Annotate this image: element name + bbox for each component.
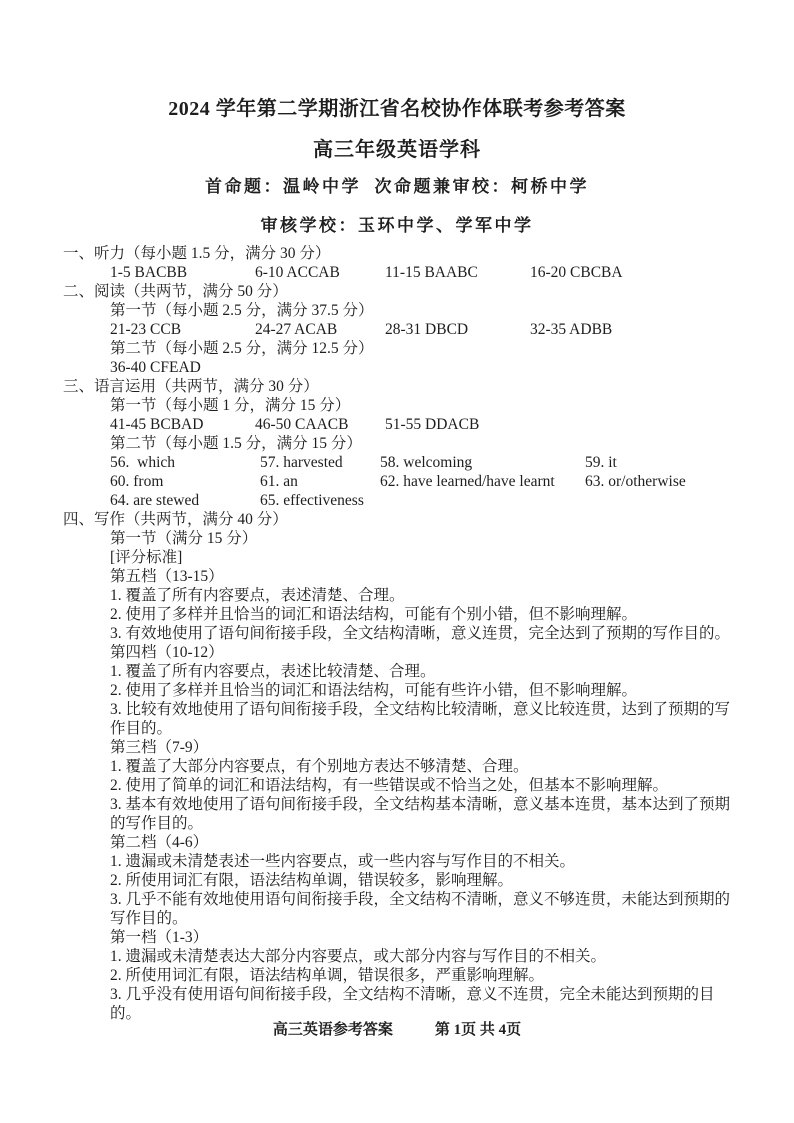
document-subtitle: 高三年级英语学科 xyxy=(313,139,481,161)
answer-row-fill-blanks-2 xyxy=(110,472,736,491)
answer-cell: 24-27 ACAB xyxy=(255,321,338,338)
answer-cell: 16-20 CBCBA xyxy=(530,264,623,281)
band-criterion: 3. 比较有效地使用了语句间衔接手段，全文结构比较清晰，意义比较连贯，达到了预期的写作目的。 xyxy=(110,701,731,737)
answer-cell: 36-40 CFEAD xyxy=(110,359,201,376)
answer-cell: 41-45 BCBAD xyxy=(110,416,204,433)
band-criterion: 2. 使用了多样并且恰当的词汇和语法结构，可能有个别小错，但不影响理解。 xyxy=(110,606,638,623)
band-criterion: 2. 所使用词汇有限，语法结构单调，错误较多，影响理解。 xyxy=(110,872,514,889)
reading-part2-heading: 第二节（每小题 2.5 分，满分 12.5 分） xyxy=(110,340,374,357)
section-heading-listening: 一、听力（每小题 1.5 分，满分 30 分） xyxy=(63,245,331,262)
band-criterion: 1. 覆盖了所有内容要点，表述清楚、合理。 xyxy=(110,587,405,604)
answer-cell: 56. which xyxy=(110,454,176,471)
page-footer xyxy=(0,1020,794,1040)
rubric-band-5 xyxy=(63,567,736,643)
answer-cell: 57. harvested xyxy=(260,454,343,471)
band-criterion: 1. 覆盖了大部分内容要点，有个别地方表达不够清楚、合理。 xyxy=(110,758,529,775)
footer-document-label: 高三英语参考答案 xyxy=(272,1022,393,1038)
section-heading-writing: 四、写作（共两节，满分 40 分） xyxy=(63,511,288,528)
answer-cell: 11-15 BAABC xyxy=(385,264,478,281)
answer-cell: 46-50 CAACB xyxy=(255,416,349,433)
answer-row-listening xyxy=(110,263,736,282)
answer-row-reading-part1 xyxy=(110,320,736,339)
document-body xyxy=(0,244,794,1023)
reading-part1-heading: 第一节（每小题 2.5 分，满分 37.5 分） xyxy=(110,302,374,319)
band-criterion: 2. 使用了多样并且恰当的词汇和语法结构，可能有些许小错，但不影响理解。 xyxy=(110,682,638,699)
answer-cell: 28-31 DBCD xyxy=(385,321,469,338)
answer-row-language-part1 xyxy=(110,415,736,434)
answer-cell: 62. have learned/have learnt xyxy=(380,473,555,490)
band-criterion: 3. 几乎没有使用语句间衔接手段，全文结构不清晰，意义不连贯，完全未能达到预期的目的。 xyxy=(110,986,715,1022)
answer-cell: 63. or/otherwise xyxy=(585,473,686,490)
footer-page-number: 第 1页 共 4页 xyxy=(434,1022,522,1038)
answer-cell: 64. are stewed xyxy=(110,492,200,509)
band-heading: 第五档（13-15） xyxy=(110,568,224,585)
reviewer-schools-line: 审核学校：玉环中学、学军中学 xyxy=(260,216,534,235)
answer-cell: 21-23 CCB xyxy=(110,321,182,338)
answer-row-fill-blanks-1 xyxy=(110,453,736,472)
band-heading: 第三档（7-9） xyxy=(110,739,209,756)
section-heading-reading: 二、阅读（共两节，满分 50 分） xyxy=(63,283,288,300)
answer-cell: 6-10 ACCAB xyxy=(255,264,340,281)
language-use-part2-heading: 第二节（每小题 1.5 分，满分 15 分） xyxy=(110,435,362,452)
answer-cell: 32-35 ADBB xyxy=(530,321,613,338)
rubric-band-4 xyxy=(63,643,736,738)
answer-row-reading-part2 xyxy=(110,358,736,377)
band-criterion: 1. 遗漏或未清楚表述一些内容要点，或一些内容与写作目的不相关。 xyxy=(110,853,576,870)
document-title: 2024 学年第二学期浙江省名校协作体联考参考答案 xyxy=(168,98,626,120)
answer-cell: 61. an xyxy=(260,473,298,490)
band-criterion: 2. 使用了简单的词汇和语法结构，有一些错误或不恰当之处，但基本不影响理解。 xyxy=(110,777,669,794)
answer-cell: 58. welcoming xyxy=(380,454,473,471)
rubric-band-3 xyxy=(63,738,736,833)
writing-part1-heading: 第一节（满分 15 分） xyxy=(110,530,258,547)
answer-cell: 60. from xyxy=(110,473,164,490)
band-criterion: 1. 遗漏或未清楚表达大部分内容要点，或大部分内容与写作目的不相关。 xyxy=(110,948,607,965)
band-criterion: 1. 覆盖了所有内容要点，表述比较清楚、合理。 xyxy=(110,663,436,680)
band-heading: 第一档（1-3） xyxy=(110,929,209,946)
band-heading: 第四档（10-12） xyxy=(110,644,224,661)
rubric-label: [评分标准] xyxy=(110,549,183,566)
band-heading: 第二档（4-6） xyxy=(110,834,209,851)
section-heading-language-use: 三、语言运用（共两节，满分 30 分） xyxy=(63,378,319,395)
band-criterion: 2. 所使用词汇有限，语法结构单调，错误很多，严重影响理解。 xyxy=(110,967,545,984)
rubric-band-1 xyxy=(63,928,736,1023)
answer-cell: 65. effectiveness xyxy=(260,492,364,509)
band-criterion: 3. 有效地使用了语句间衔接手段，全文结构清晰，意义连贯，完全达到了预期的写作目的。 xyxy=(110,625,731,642)
answer-cell: 1-5 BACBB xyxy=(110,264,188,281)
band-criterion: 3. 几乎不能有效地使用语句间衔接手段，全文结构不清晰，意义不够连贯，未能达到预期的写作目的。 xyxy=(110,891,731,927)
rubric-band-2 xyxy=(63,833,736,928)
answer-cell: 51-55 DDACB xyxy=(385,416,480,433)
answer-cell: 59. it xyxy=(585,454,617,471)
answer-row-fill-blanks-3 xyxy=(110,491,736,510)
setter-schools-line: 首命题：温岭中学 次命题兼审校：柯桥中学 xyxy=(205,177,589,196)
language-use-part1-heading: 第一节（每小题 1 分，满分 15 分） xyxy=(110,397,351,414)
band-criterion: 3. 基本有效地使用了语句间衔接手段，全文结构基本清晰，意义基本连贯，基本达到了预期的写作目的。 xyxy=(110,796,731,832)
